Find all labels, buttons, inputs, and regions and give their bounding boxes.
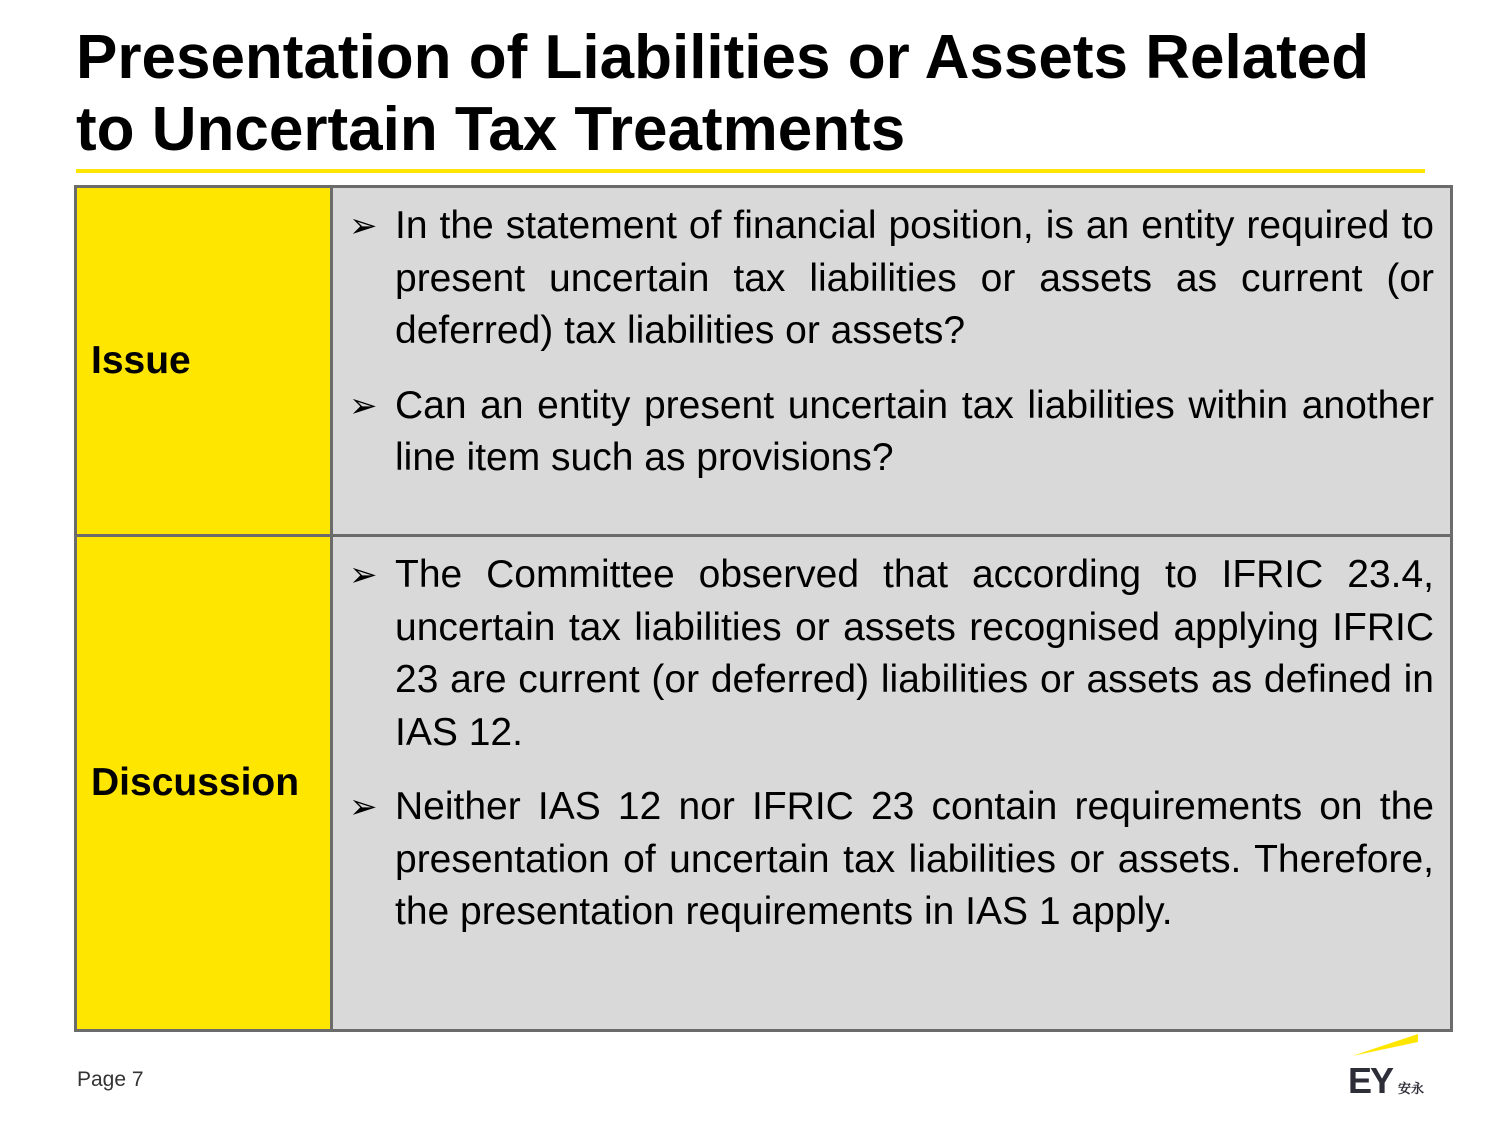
page-number: Page 7 xyxy=(77,1068,144,1091)
discussion-content-cell xyxy=(333,537,1450,1029)
arrow-bullet-icon: ➢ xyxy=(349,386,378,425)
ey-logo-chinese: 安永 xyxy=(1398,1081,1425,1096)
ey-logo-text: EY xyxy=(1348,1060,1393,1101)
discussion-bullet-2-text: Neither IAS 12 nor IFRIC 23 contain requirements on the presentation of uncertain tax liabilities or assets. Therefore, the presentation requirements in IAS 1 apply. xyxy=(395,785,1434,933)
issue-bullet-2-text: Can an entity present uncertain tax liabilities within another line item such as provisions? xyxy=(395,383,1434,479)
discussion-label-cell xyxy=(77,537,333,1029)
issue-bullet-2 xyxy=(349,380,1434,485)
issue-discussion-table xyxy=(74,185,1453,1032)
arrow-bullet-icon: ➢ xyxy=(349,207,378,245)
arrow-bullet-icon: ➢ xyxy=(349,556,378,594)
issue-bullet-1-text: In the statement of financial position, is an entity required to present uncertain tax liabilities or assets as current (or deferred) tax liabilities or assets? xyxy=(395,204,1434,352)
arrow-bullet-icon: ➢ xyxy=(349,788,378,826)
issue-bullet-1 xyxy=(349,200,1434,358)
discussion-bullet-1-text: The Committee observed that according to IFRIC 23.4, uncertain tax liabilities or assets recognised applying IFRIC 23 are current (or deferred) liabilities or assets as defined in IAS 12. xyxy=(395,553,1434,754)
title-underline xyxy=(76,169,1425,173)
discussion-bullet-2 xyxy=(349,781,1434,939)
slide-title-line-1: Presentation of Liabilities or Assets Related xyxy=(76,23,1370,92)
ey-logo xyxy=(1346,1034,1430,1100)
slide-title xyxy=(76,22,1436,166)
issue-content-cell xyxy=(333,188,1450,537)
issue-label-cell xyxy=(77,188,333,537)
discussion-bullet-1 xyxy=(349,549,1434,759)
slide-title-line-2: to Uncertain Tax Treatments xyxy=(76,95,906,164)
issue-label: Issue xyxy=(91,339,191,382)
discussion-label: Discussion xyxy=(91,761,300,804)
